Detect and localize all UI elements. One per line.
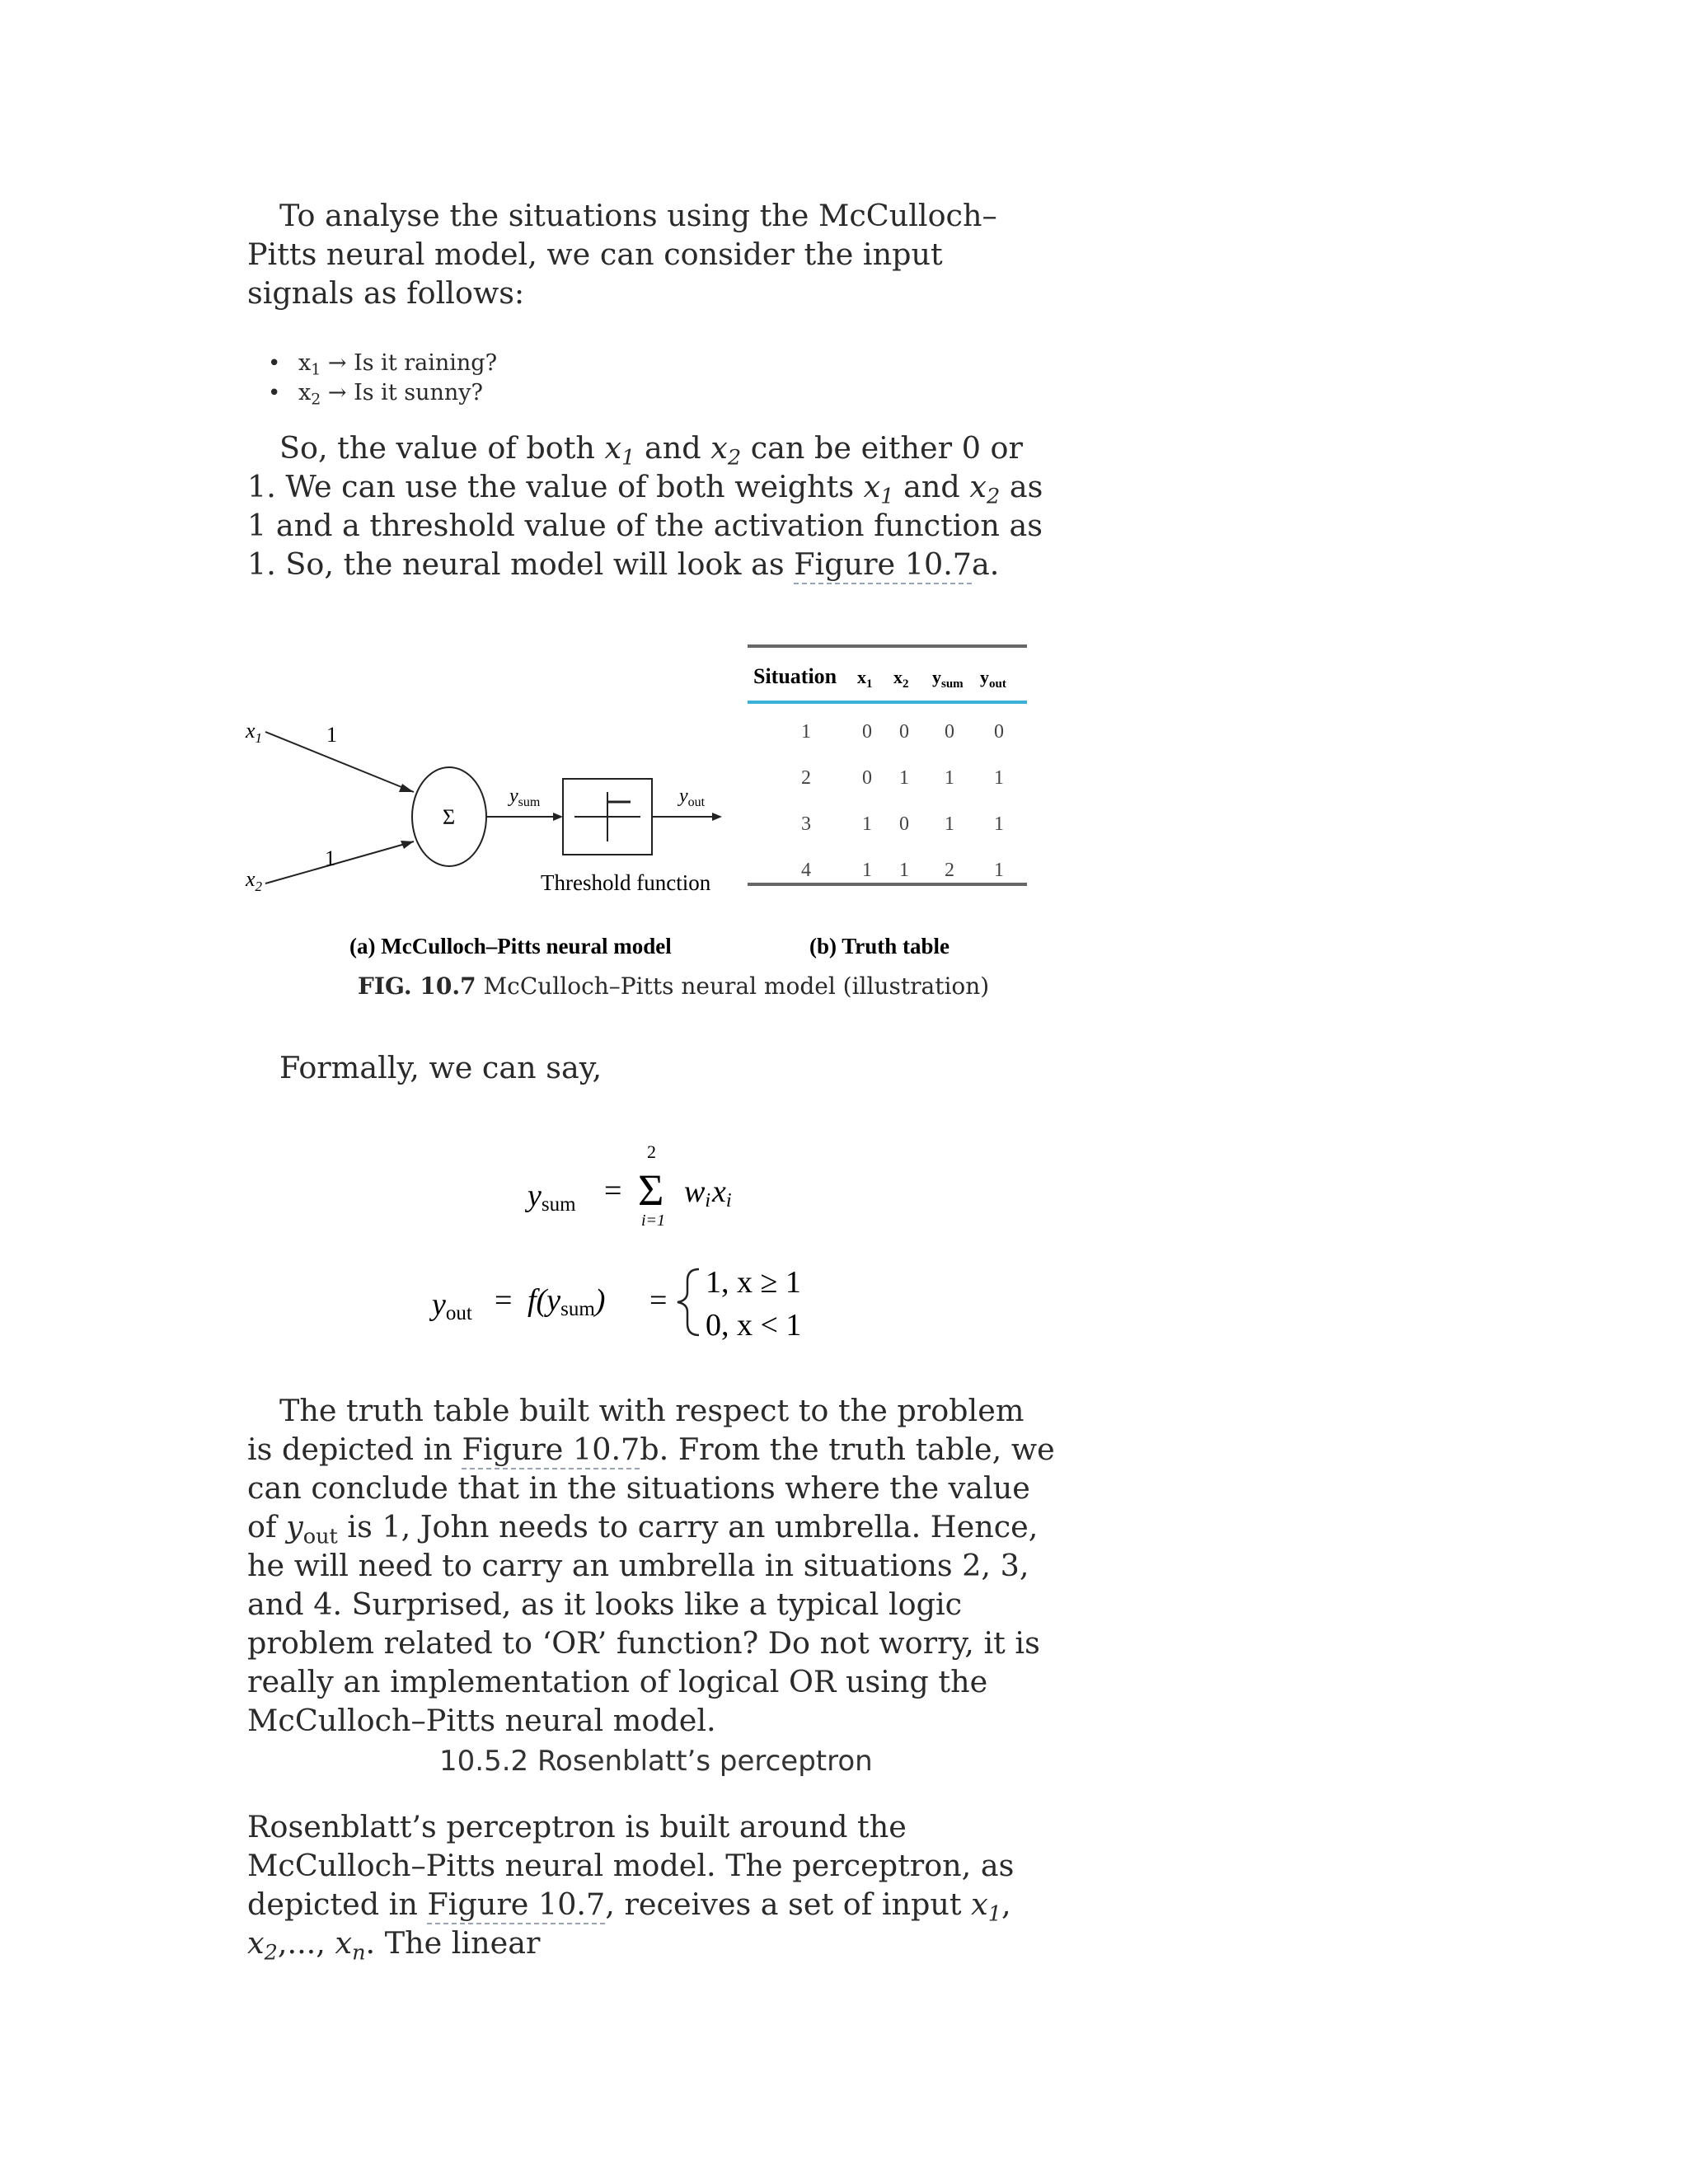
table-cell: 1 [945, 767, 954, 789]
neural-model-diagram [245, 719, 722, 958]
table-cell: 1 [994, 860, 1004, 881]
table-cell: 0 [862, 767, 872, 789]
figure-link[interactable]: Figure 10.7 [794, 546, 972, 584]
figure-caption: FIG. 10.7 McCulloch–Pitts neural model (illustration) [358, 972, 990, 1000]
formula-svg [247, 1137, 1071, 1360]
weight-edge-1 [265, 732, 414, 792]
table-cell: 0 [862, 721, 872, 743]
table-cell: 1 [862, 813, 872, 835]
table-header-situation: Situation [753, 664, 837, 688]
table-header-x2: $x_2$ [893, 667, 909, 691]
paragraph-perceptron: Rosenblatt’s perceptron is built around the McCulloch–Pitts neural model. The perceptron, as depicted in Figure 10.7, receives a set of input $x_1$, $x_2$,..., $x_n$. The linear [247, 1809, 1015, 1966]
table-cell: 1 [945, 813, 954, 835]
table-cell: 0 [994, 721, 1004, 743]
table-cell: 1 [801, 721, 811, 743]
equals-3: = [649, 1283, 668, 1318]
paragraph-intro: To analyse the situations using the McCulloch–Pitts neural model, we can consider the input signals as follows: [247, 198, 997, 311]
arrowhead-4 [712, 813, 722, 821]
sum-lower-limit: i=1 [641, 1212, 666, 1230]
table-header-x1: $x_1$ [857, 667, 873, 691]
x2-label: $x_2$ [246, 867, 263, 894]
table-cell: 0 [899, 813, 909, 835]
paragraph-weights: So, the value of both $x_1$ and $x_2$ can be either 0 or 1. We can use the value of both weights $x_1$ and $x_2$ as 1 and a threshold value of the activation function as 1. So, the neural model will look as Figure 10.7a. [247, 429, 1055, 583]
ysum-label: $y_{sum}$ [509, 785, 541, 809]
figure-link[interactable]: Figure 10.7 [427, 1886, 605, 1924]
sum-term: wixi [684, 1174, 732, 1212]
sum-upper-limit: 2 [647, 1141, 656, 1162]
table-cell: 1 [862, 860, 872, 881]
table-cell: 1 [994, 813, 1004, 835]
table-rows [801, 721, 1004, 881]
equals-1: = [604, 1174, 622, 1208]
table-cell: 2 [801, 767, 811, 789]
arrowhead-3 [553, 813, 563, 821]
arrowhead-1 [399, 784, 414, 792]
yout-label: $y_{out}$ [679, 785, 706, 809]
table-cell: 0 [899, 721, 909, 743]
table-cell: 1 [994, 767, 1004, 789]
figure-link[interactable]: Figure 10.7 [462, 1432, 640, 1469]
list-item: • $x_1 \to Is$ it raining? [268, 349, 497, 378]
weight-1-label: 1 [326, 723, 337, 747]
weight-2-label: 1 [325, 846, 335, 870]
sum-symbol: Σ [638, 1165, 664, 1215]
table-cell: 2 [945, 860, 954, 881]
table-cell: 1 [899, 860, 909, 881]
ysum-lhs: ysum [528, 1179, 576, 1216]
table-cell: 4 [801, 860, 811, 881]
table-cell: 0 [945, 721, 954, 743]
truth-table [748, 646, 1027, 958]
x1-label: $x_1$ [246, 719, 263, 746]
paragraph-formally: Formally, we can say, [279, 1050, 603, 1085]
equals-2: = [495, 1283, 513, 1318]
threshold-label: Threshold function [541, 870, 711, 895]
list-item: • $x_2 \to Is$ it sunny? [268, 378, 497, 408]
case-2: 0, x < 1 [706, 1308, 802, 1343]
table-cell: 1 [899, 767, 909, 789]
case-1: 1, x ≥ 1 [706, 1265, 801, 1300]
weight-edge-2 [265, 841, 414, 883]
arrowhead-2 [401, 841, 414, 849]
input-signal-list [268, 349, 497, 408]
caption-b: (b) Truth table [809, 934, 950, 958]
formula-block [247, 1137, 1071, 1360]
table-header-ysum: $y_{sum}$ [932, 667, 964, 691]
figure-10-7 [247, 639, 1071, 1001]
paragraph-truth-table: The truth table built with respect to the problem is depicted in Figure 10.7b. From the truth table, we can conclude that in the situations where the value of $y_{out}$ is 1, John needs to carry an umbrella. Hence, he will need to carry an umbrella in situations 2, 3, and 4. Surprised, as it looks like a typical logic problem related to ‘OR’ function? Do not worry, it is really an implementation of logical OR using the McCulloch–Pitts neural model. [247, 1393, 1055, 1738]
yout-lhs: yout [432, 1287, 472, 1324]
cases-brace [678, 1269, 699, 1335]
activation-function: f(ysum) [528, 1283, 606, 1320]
sigma-symbol: Σ [443, 805, 456, 829]
caption-a: (a) McCulloch–Pitts neural model [349, 934, 672, 958]
table-header-yout: $y_{out}$ [980, 667, 1006, 691]
table-cell: 3 [801, 813, 811, 835]
figure-svg [247, 639, 1071, 1001]
section-heading: 10.5.2 Rosenblatt’s perceptron [439, 1745, 873, 1778]
